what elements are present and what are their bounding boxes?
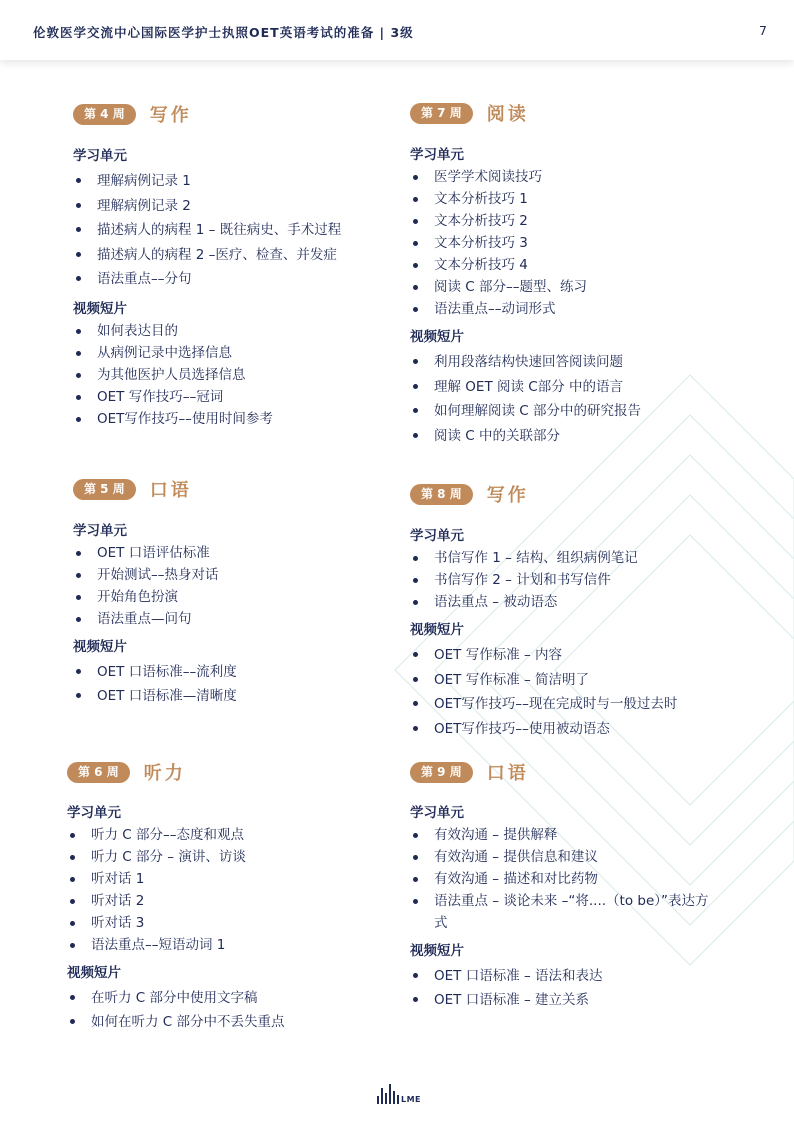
- list-item: OET写作技巧––使用被动语态: [410, 717, 677, 742]
- units-heading: 学习单元: [73, 148, 127, 164]
- week-badge: 第 7 周: [410, 103, 473, 124]
- list-item: 理解病例记录 1: [73, 169, 341, 194]
- list-item: 理解病例记录 2: [73, 194, 341, 219]
- list-item: 文本分析技巧 1: [410, 188, 641, 210]
- list-item: 听对话 2: [67, 890, 285, 912]
- videos-heading: 视频短片: [410, 622, 464, 638]
- week-header: [73, 477, 237, 501]
- videos-heading: 视频短片: [67, 965, 121, 981]
- list-item: 阅读 C 部分––题型、练习: [410, 276, 641, 298]
- videos-heading: 视频短片: [73, 300, 127, 317]
- list-item: 如何表达目的: [73, 320, 341, 342]
- list-item: 语法重点 – 谈论未来 –“将....（to be）”表达方式: [410, 890, 719, 934]
- videos-list: [67, 986, 285, 1034]
- units-heading: 学习单元: [410, 805, 464, 821]
- units-list: [73, 169, 341, 292]
- units-list: [410, 824, 719, 934]
- week-title: 口语: [486, 763, 529, 784]
- list-item: 听力 C 部分 – 演讲、访谈: [67, 846, 285, 868]
- list-item: OET写作技巧––使用时间参考: [73, 408, 341, 430]
- list-item: 书信写作 2 – 计划和书写信件: [410, 569, 677, 591]
- list-item: 有效沟通 – 描述和对比药物: [410, 868, 719, 890]
- logo-bars-icon: [377, 1084, 399, 1104]
- units-heading: 学习单元: [73, 523, 127, 539]
- list-item: 语法重点––短语动词 1: [67, 934, 285, 956]
- units-heading: 学习单元: [410, 528, 464, 544]
- list-item: 开始角色扮演: [73, 586, 237, 608]
- list-item: OET写作技巧––现在完成时与一般过去时: [410, 692, 677, 717]
- list-item: 利用段落结构快速回答阅读问题: [410, 350, 641, 375]
- list-item: OET 口语标准 – 建立关系: [410, 988, 719, 1012]
- week-title: 写作: [149, 105, 192, 126]
- page-header: [0, 0, 794, 60]
- list-item: 开始测试––热身对话: [73, 564, 237, 586]
- list-item: 描述病人的病程 1 – 既往病史、手术过程: [73, 218, 341, 243]
- videos-list: [73, 320, 341, 430]
- week-header: [73, 102, 341, 126]
- week-7-section: [410, 101, 641, 448]
- week-header: [410, 482, 677, 506]
- week-badge: 第 5 周: [73, 479, 136, 500]
- units-list: [410, 166, 641, 320]
- list-item: 阅读 C 中的关联部分: [410, 424, 641, 449]
- week-8-section: [410, 482, 677, 741]
- lme-logo: [377, 1078, 421, 1104]
- list-item: OET 写作技巧––冠词: [73, 386, 341, 408]
- units-list: [410, 547, 677, 613]
- list-item: 听对话 3: [67, 912, 285, 934]
- week-header: [410, 101, 641, 125]
- list-item: 书信写作 1 – 结构、组织病例笔记: [410, 547, 677, 569]
- list-item: 在听力 C 部分中使用文字稿: [67, 986, 285, 1010]
- list-item: 理解 OET 阅读 C部分 中的语言: [410, 375, 641, 400]
- list-item: 有效沟通 – 提供信息和建议: [410, 846, 719, 868]
- units-heading: 学习单元: [410, 147, 464, 163]
- videos-heading: 视频短片: [410, 329, 464, 345]
- week-title: 写作: [486, 485, 529, 506]
- units-list: [73, 542, 237, 630]
- list-item: 听对话 1: [67, 868, 285, 890]
- units-heading: 学习单元: [67, 805, 121, 821]
- week-header: [67, 760, 285, 784]
- videos-heading: 视频短片: [410, 943, 464, 959]
- page-number: 7: [759, 23, 767, 38]
- videos-list: [410, 964, 719, 1012]
- list-item: OET 写作标准 – 内容: [410, 643, 677, 668]
- list-item: OET 口语标准 – 语法和表达: [410, 964, 719, 988]
- logo-text: LME: [401, 1095, 422, 1104]
- videos-list: [410, 350, 641, 448]
- week-6-section: [67, 760, 285, 1034]
- videos-list: [73, 660, 237, 708]
- week-header: [410, 760, 719, 784]
- list-item: 医学学术阅读技巧: [410, 166, 641, 188]
- list-item: 为其他医护人员选择信息: [73, 364, 341, 386]
- list-item: 从病例记录中选择信息: [73, 342, 341, 364]
- videos-heading: 视频短片: [73, 639, 127, 655]
- units-list: [67, 824, 285, 956]
- list-item: 语法重点 – 被动语态: [410, 591, 677, 613]
- week-title: 阅读: [486, 104, 529, 125]
- list-item: OET 口语标准––流利度: [73, 660, 237, 684]
- list-item: 听力 C 部分––态度和观点: [67, 824, 285, 846]
- list-item: 如何理解阅读 C 部分中的研究报告: [410, 399, 641, 424]
- list-item: 如何在听力 C 部分中不丢失重点: [67, 1010, 285, 1034]
- week-9-section: [410, 760, 719, 1012]
- header-title: 伦敦医学交流中心国际医学护士执照OET英语考试的准备 | 3级: [33, 25, 414, 40]
- week-title: 口语: [149, 480, 192, 501]
- list-item: 描述病人的病程 2 –医疗、检查、并发症: [73, 243, 341, 268]
- list-item: 语法重点––动词形式: [410, 298, 641, 320]
- week-badge: 第 9 周: [410, 762, 473, 783]
- list-item: OET 写作标准 – 简洁明了: [410, 668, 677, 693]
- list-item: 文本分析技巧 4: [410, 254, 641, 276]
- list-item: OET 口语标准—清晰度: [73, 684, 237, 708]
- week-badge: 第 4 周: [73, 104, 136, 125]
- list-item: 文本分析技巧 2: [410, 210, 641, 232]
- list-item: 语法重点––分句: [73, 267, 341, 292]
- list-item: 语法重点—问句: [73, 608, 237, 630]
- list-item: 文本分析技巧 3: [410, 232, 641, 254]
- week-title: 听力: [143, 763, 186, 784]
- week-5-section: [73, 477, 237, 708]
- week-badge: 第 6 周: [67, 762, 130, 783]
- list-item: 有效沟通 – 提供解释: [410, 824, 719, 846]
- videos-list: [410, 643, 677, 741]
- list-item: OET 口语评估标准: [73, 542, 237, 564]
- week-4-section: [73, 102, 341, 430]
- week-badge: 第 8 周: [410, 484, 473, 505]
